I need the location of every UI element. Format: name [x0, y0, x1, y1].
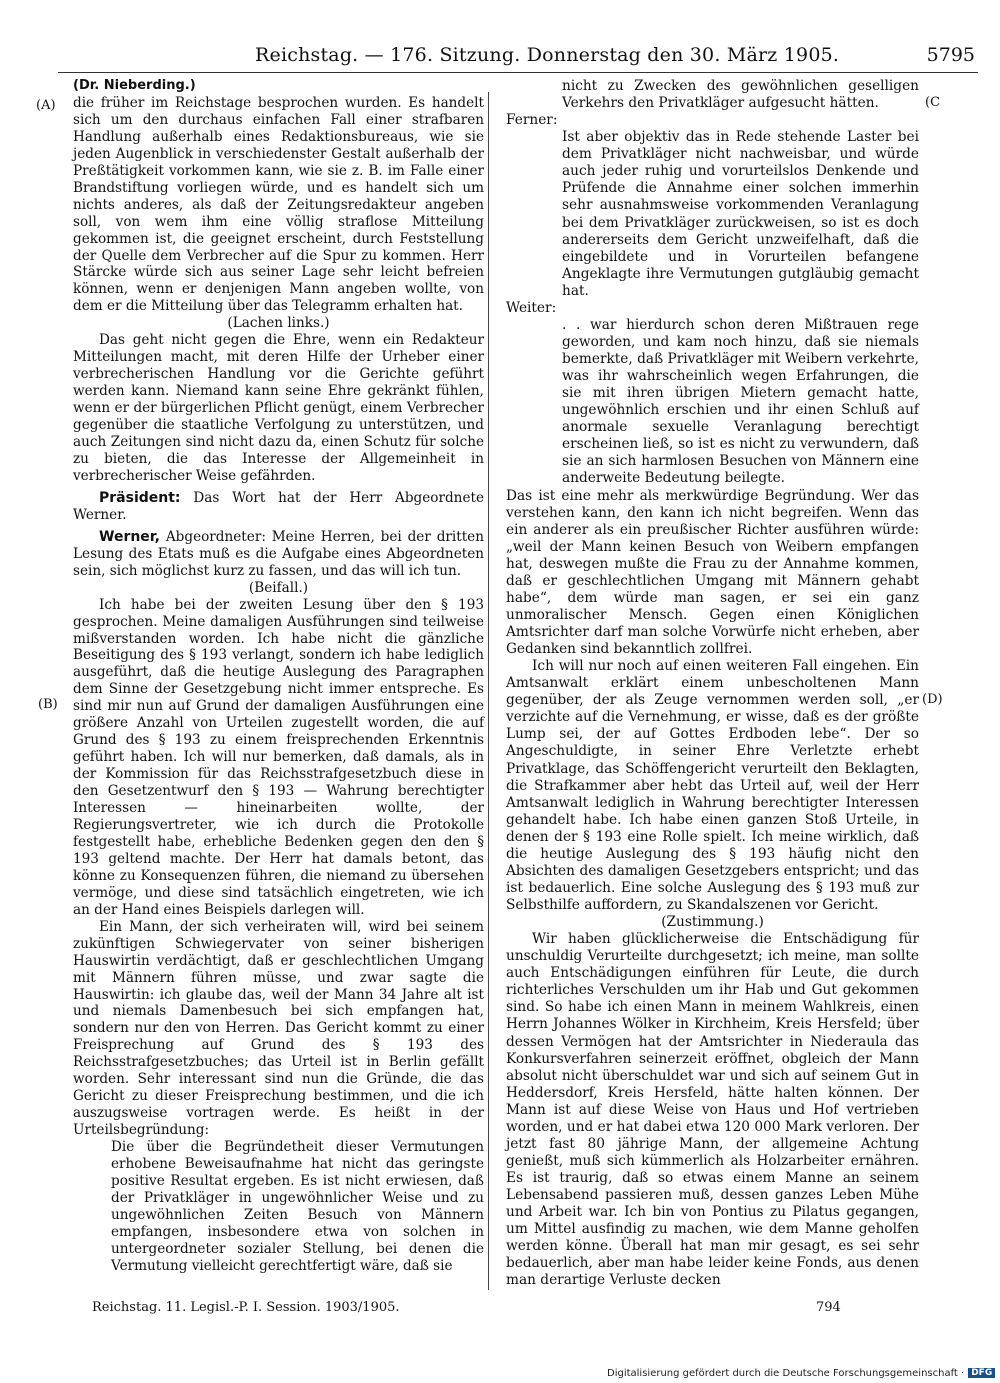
- speaker-continued: (Dr. Nieberding.): [73, 78, 196, 93]
- quotation: . . war hierdurch schon deren Mißtrauen rege geworden, und kam noch hinzu, daß sie niemals bemerkte, daß Privatkläger mit Weibern verkehrte, was ihr wahrscheinlich wegen Erfahrungen, die sie mit ihren übrigen Mietern gemacht hatte, ungewöhnlich erschien und ihr einen Schluß auf anormale sexuelle Veranlagung berechtigt erscheinen ließ, so ist es nicht zu verwundern, daß sie an sich harmlosen Besuchen von Männern eine anderweite Bedeutung beilegte.: [562, 316, 919, 487]
- speaker-president: Präsident:: [99, 489, 181, 506]
- paragraph: Das geht nicht gegen die Ehre, wenn ein Redakteur Mitteilungen macht, mit deren Hilfe der Urheber einer verbrecherischen Handlung vor die Gerichte geführt werden kann. Niemand kann seine Ehre gekränkt fühlen, wenn er der bürgerlichen Pflicht genügt, einem Verbrecher gegenüber die staatliche Verfolgung zu unterstützen, und auch Zeitungen sind nicht dazu da, einen Schutz für solche zu bieten, die das Interesse der Allgemeinheit in verbrecherischer Weise gefährden.: [73, 332, 484, 484]
- paragraph: Präsident: Das Wort hat der Herr Abgeordnete Werner.: [73, 489, 484, 523]
- speaker-werner: Werner,: [99, 528, 160, 545]
- column-divider: [488, 92, 489, 1290]
- interjection: (Lachen links.): [227, 315, 330, 332]
- dfg-logo: DFG: [968, 1368, 995, 1378]
- interjection: (Beifall.): [248, 579, 309, 596]
- margin-marker-d: (D): [922, 692, 943, 707]
- paragraph: die früher im Reichstage besprochen wurden. Es handelt sich um den durchaus einfachen Fall einer strafbaren Handlung außerhalb eines Redaktionsbureaus, wie sie jeden Augenblick in verschiedenster Gestalt außerhalb der Preßtätigkeit vorkommen kann, wie sie z. B. im Falle einer Brandstiftung vorliegen würde, und es handelt sich um nichts anderes, als daß der Zeitungsredakteur angeben soll, von wem ihm eine völlig straflose Mitteilung gekommen ist, die geeignet erscheint, durch Feststellung der Quelle dem Verbrecher auf die Spur zu kommen. Herr Stärcke würde sich aus seiner Lage sehr leicht befreien können, wenn er denjenigen Mann angeben wollte, von dem er die Mitteilung über das Telegramm erhalten hat.: [73, 94, 484, 315]
- interjection: (Zustimmung.): [661, 914, 764, 931]
- paragraph: Wir haben glücklicherweise die Entschädigung für unschuldig Verurteilte durchgesetzt; ich meine, man sollte auch Entschädigungen einführen für Leute, die durch richterliches Verschulden um ihr Hab und Gut gekommen sind. So habe ich einen Mann in meinem Wahlkreis, einen Herrn Johannes Wölker in Kirchheim, Kreis Hersfeld; über dessen Vermögen hat der Amtsrichter in Niederaula das Konkursverfahren seinerzeit eröffnet, obgleich der Mann absolut nicht überschuldet war und sich auf seinem Gut in Heddersdorf, Kreis Hersfeld, hätte halten können. Der Mann ist auf diese Weise von Haus und Hof vertrieben worden, und er hat dabei etwa 120 000 Mark verloren. Der jetzt fast 80 jährige Mann, der allgemeine Achtung genießt, muß sich kümmerlich als Holzarbeiter ernähren. Es ist traurig, daß so etwas einem Manne an seinem Lebensabend passieren muß, dessen ganzes Leben Mühe und Arbeit war. Ich bin von Pontius zu Pilatus gegangen, um Mittel ausfindig zu machen, wie dem Manne geholfen werden könne. Überall hat man mir gesagt, es sei sehr bedauerlich, aber man habe leider keine Fonds, aus denen man derartige Verluste decken: [506, 931, 919, 1289]
- header-rule: [58, 72, 978, 73]
- paragraph: Ich will nur noch auf einen weiteren Fall eingehen. Ein Amtsanwalt erklärt einem unbescholtenen Mann gegenüber, der als Zeuge vernommen werden soll, „er verzichte auf die Vernehmung, er wisse, daß es der größte Lump sei, der auf Gottes Erdboden lebe“. Der so Angeschuldigte, in seiner Ehre Verletzte erhebt Privatklage, das Schöffengericht verurteilt den Beklagten, die Strafkammer aber hebt das Urteil auf, weil der Herr Amtsanwalt lediglich in Wahrung berechtigter Interessen gehandelt habe. Ich habe einen ganzen Stoß Urteile, in denen der § 193 eine Rolle spielt. Ich meine wirklich, daß die heutige Auslegung des § 193 häufig nicht den Absichten des damaligen Gesetzgebers entspricht; und das ist bedauerlich. Eine solche Auslegung des § 193 muß zur Selbsthilfe auffordern, zu Skandalszenen vor Gericht.: [506, 658, 919, 913]
- dfg-credit: Digitalisierung gefördert durch die Deutsche Forschungsgemeinschaft · DFG: [607, 1368, 995, 1379]
- paragraph: Das ist eine mehr als merkwürdige Begründung. Wer das verstehen kann, den kann ich nicht begreifen. Wenn das ein anderer als ein preußischer Richter ausführen würde: „weil der Mann keinen Besuch von Weibern empfangen hat, deswegen mußte die Frau zu der Annahme kommen, daß er geschlechtlichen Umgang mit Männern gehabt habe“, dem würde man sagen, er sei ein ganz unmoralischer Mensch. Gegen einen Königlichen Amtsrichter darf man solche Vorwürfe nicht erheben, aber Gedanken sind bekanntlich zollfrei.: [506, 487, 919, 658]
- quotation: Die über die Begründetheit dieser Vermutungen erhobene Beweisaufnahme hat nicht das geringste positive Resultat ergeben. Es ist nicht erwiesen, daß der Privatkläger in ungewöhnlicher Weise und zu ungewöhnlichen Zeiten Besuch von Männern empfangen, insbesondere etwa von solchen in untergeordneter sozialer Stellung, bei denen die Vermutung vielleicht gerechtfertigt wäre, daß sie: [111, 1139, 484, 1274]
- page-header: [255, 44, 975, 72]
- margin-marker-c: (C: [925, 95, 941, 110]
- paragraph: Ein Mann, der sich verheiraten will, wird bei seinem zukünftigen Schwiegervater von seiner bisherigen Hauswirtin verdächtigt, daß er geschlechtlichen Umgang mit Männern führen müsse, und zwar sagte die Hauswirtin: ich glaube das, weil der Mann 34 Jahre alt ist und niemals Damenbesuch bei sich empfangen hat, sondern nur den von Herren. Das Gericht kommt zu einer Freisprechung auf Grund des § 193 des Reichsstrafgesetzbuches; das Urteil ist in Berlin gefällt worden. Sehr interessant sind nun die Gründe, die das Gericht zu dieser Freisprechung bestimmen, und die ich auszugsweise vortragen werde. Es heißt in der Urteilsbegründung:: [73, 918, 484, 1139]
- footer-session: Reichstag. 11. Legisl.-P. I. Session. 1903/1905.: [92, 1300, 400, 1315]
- paragraph: Werner, Abgeordneter: Meine Herren, bei der dritten Lesung des Etats muß es die Aufgabe eines Abgeordneten sein, sich möglichst kurz zu fassen, und das will ich tun.: [73, 528, 484, 579]
- paragraph: Ich habe bei der zweiten Lesung über den § 193 gesprochen. Meine damaligen Ausführungen sind teilweise mißverstanden worden. Ich habe nicht die gänzliche Beseitigung des § 193 verlangt, sondern ich habe lediglich ausgeführt, daß die heutige Auslegung des Paragraphen dem Sinne der Gesetzgebung nicht immer entspreche. Es sind mir nun auf Grund der damaligen Ausführungen eine größere Anzahl von Urteilen zugestellt worden, die auf Grund des § 193 zu einem freisprechenden Erkenntnis geführt haben. Ich will nur bemerken, daß damals, als in der Kommission für das Reichsstrafgesetzbuch diese in den Gesetzentwurf den § 193 — Wahrung berechtigter Interessen — hineinarbeiten wollte, der Regierungsvertreter, wie ich durch die Protokolle festgestellt habe, erhebliche Bedenken gegen den den § 193 geltend machte. Der Herr hat damals betont, das könne zu Konsequenzen führen, die niemand zu übersehen vermöge, und diese sind tatsächlich eingetreten, wie ich an der Hand eines Beispiels darlegen will.: [73, 596, 484, 918]
- header-title: Reichstag. — 176. Sitzung. Donnerstag den 30. März 1905.: [255, 44, 840, 66]
- page-number: 5795: [926, 44, 975, 66]
- right-column: [506, 78, 919, 1289]
- margin-marker-a: (A): [36, 98, 56, 113]
- quotation: Ist aber objektiv das in Rede stehende Laster bei dem Privatkläger nicht nachweisbar, und würde auch jeder ruhig und vorurteilslos Denkende und Prüfende die Annahme einer solchen immerhin sehr ausnahmsweise vorkommenden Veranlagung bei dem Privatkläger zurückweisen, so ist es doch andererseits dem Gericht unzweifelhaft, daß die eingebildete und in Vorurteilen befangene Angeklagte ihre Vermutungen gutgläubig gemacht hat.: [562, 129, 919, 299]
- left-column: [73, 78, 484, 1275]
- quotation: nicht zu Zwecken des gewöhnlichen geselligen Verkehrs den Privatkläger aufgesucht hätten.: [562, 78, 919, 112]
- label-weiter: Weiter:: [506, 299, 557, 316]
- footer-sheet-number: 794: [816, 1300, 841, 1315]
- margin-marker-b: (B): [38, 697, 58, 712]
- label-ferner: Ferner:: [506, 112, 558, 129]
